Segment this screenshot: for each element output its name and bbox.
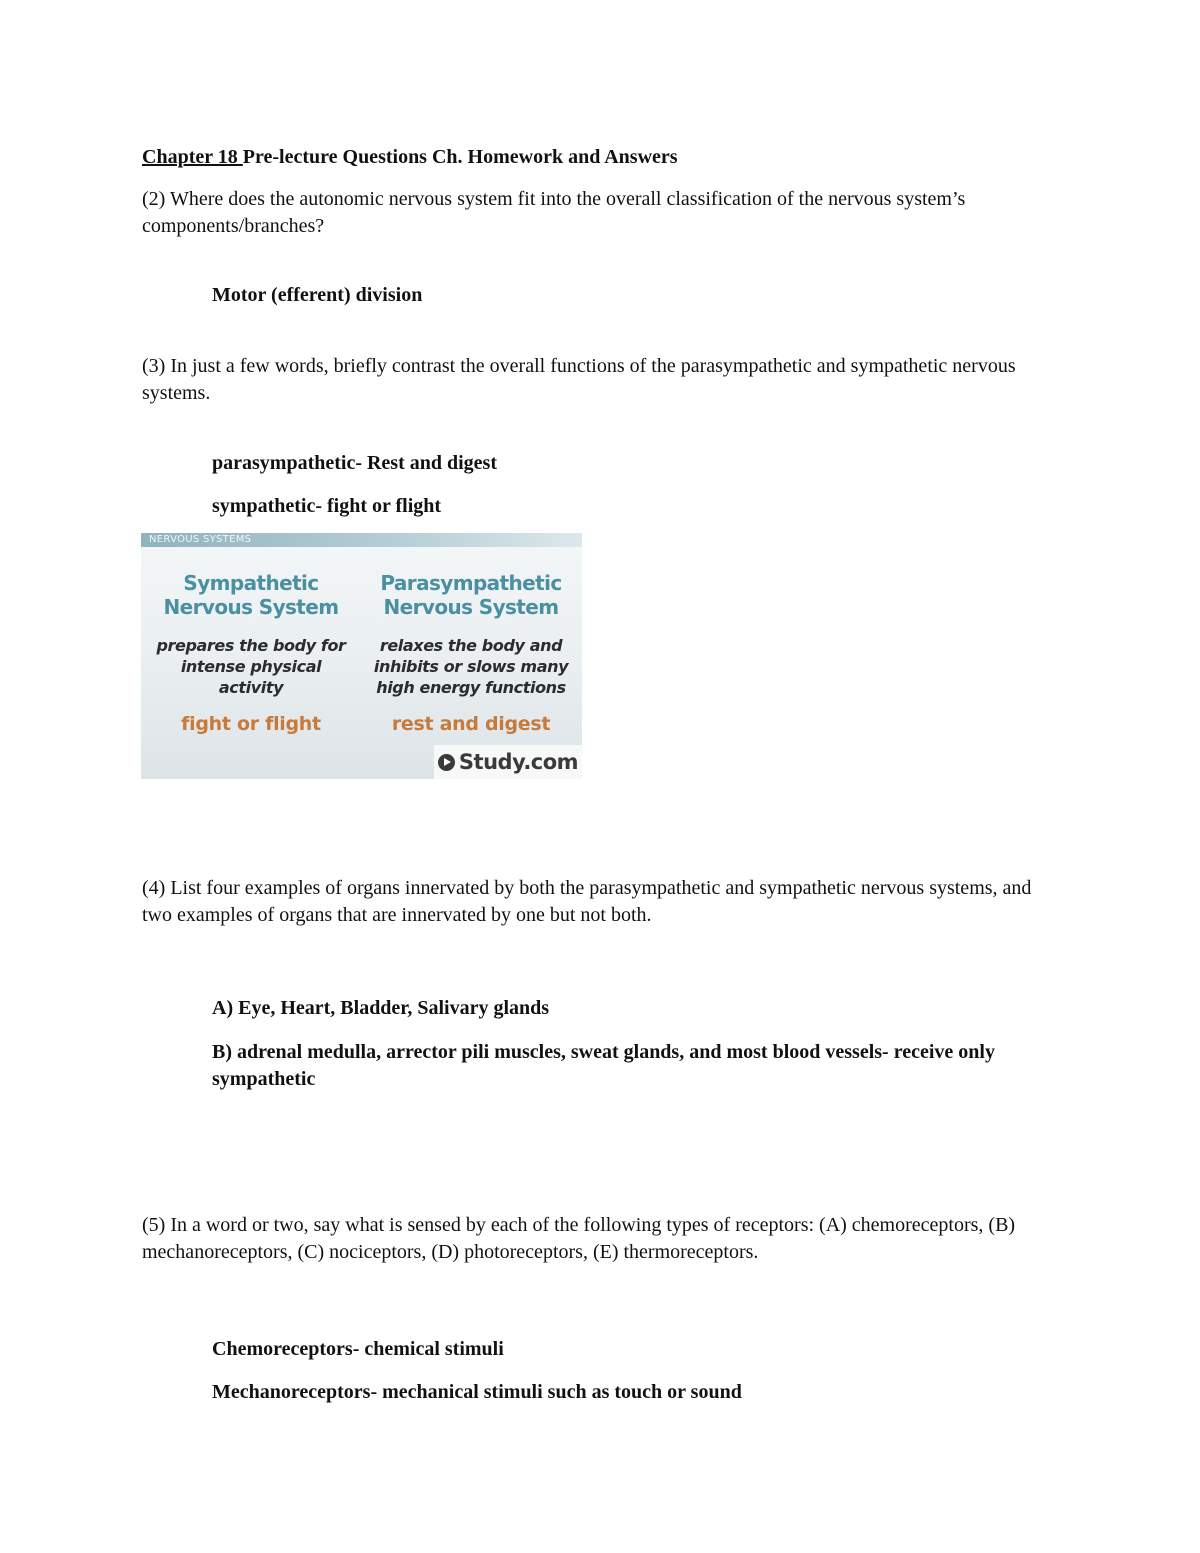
sympathetic-heading: Sympathetic Nervous System: [163, 571, 339, 619]
page-title: [142, 144, 678, 171]
sympathetic-description: prepares the body for intense physical activity: [156, 636, 346, 697]
parasympathetic-description: relaxes the body and inhibits or slows many high energy functions: [373, 636, 569, 697]
answer-4-a: A) Eye, Heart, Bladder, Salivary glands: [212, 997, 550, 1019]
answer-4-b: B) adrenal medulla, arrector pili muscles, sweat glands, and most blood vessels- receive only sympathetic: [212, 1041, 995, 1090]
brand-text: Study.com: [458, 750, 579, 774]
play-icon: [438, 754, 455, 771]
sympathetic-column: [146, 571, 356, 736]
question-5: (5) In a word or two, say what is sensed by each of the following types of receptors: (A) chemoreceptors, (B) mechanoreceptors, (C) nociceptors, (D) photoreceptors, (E) thermoreceptors.: [142, 1214, 1016, 1263]
infographic-banner: [141, 533, 582, 547]
study-com-logo: [434, 745, 582, 779]
answer-3-sympathetic: sympathetic- fight or flight: [212, 495, 442, 517]
sympathetic-tag: fight or flight: [181, 713, 321, 735]
chapter-label: Chapter 18: [142, 146, 243, 168]
banner-label: NERVOUS SYSTEMS: [149, 534, 252, 545]
parasympathetic-tag: rest and digest: [391, 713, 551, 735]
question-3: (3) In just a few words, briefly contrast the overall functions of the parasympathetic and sympathetic nervous systems.: [142, 355, 1016, 404]
answer-5-mechanoreceptors: Mechanoreceptors- mechanical stimuli such as touch or sound: [212, 1381, 742, 1403]
question-4: (4) List four examples of organs innervated by both the parasympathetic and sympathetic nervous systems, and two examples of organs that are innervated by one but not both.: [142, 877, 1032, 926]
question-2: (2) Where does the autonomic nervous system fit into the overall classification of the nervous system’s components/branches?: [142, 188, 966, 237]
answer-3-parasympathetic: parasympathetic- Rest and digest: [212, 452, 497, 474]
answer-2: Motor (efferent) division: [212, 284, 423, 306]
title-text: Pre-lecture Questions Ch. Homework and Answers: [242, 146, 678, 168]
answer-5-chemoreceptors: Chemoreceptors- chemical stimuli: [212, 1338, 504, 1360]
parasympathetic-heading: Parasympathetic Nervous System: [380, 571, 562, 619]
nervous-systems-infographic: [141, 533, 582, 779]
parasympathetic-column: [366, 571, 576, 736]
